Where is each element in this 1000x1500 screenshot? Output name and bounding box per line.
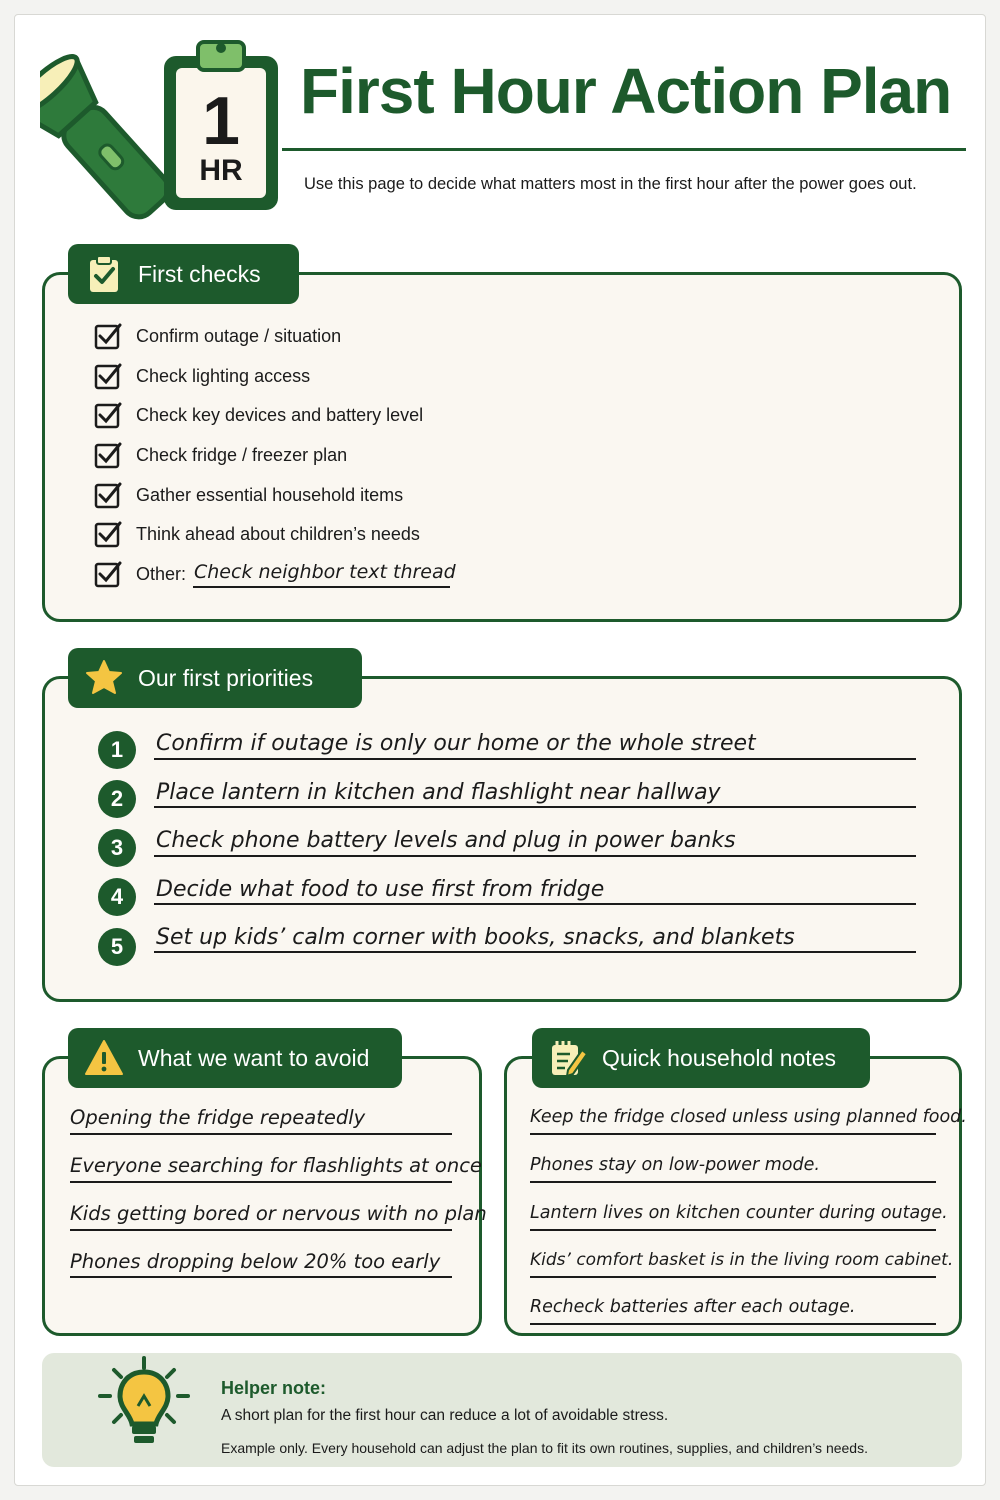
priority-number: 2 [98,780,136,818]
checklist-item-label: Check fridge / freezer plan [136,444,348,465]
avoid-header [68,1028,402,1088]
checklist-item[interactable] [94,400,423,430]
page-subtitle: Use this page to decide what matters most in the first hour after the power goes out. [304,175,917,193]
checked-box-icon[interactable] [94,322,122,350]
checked-box-icon[interactable] [94,520,122,548]
hero-badge-number: 1 [202,83,240,159]
helper-title: Helper note: [221,1378,327,1398]
checked-box-icon[interactable] [94,401,122,429]
note-line [530,1276,936,1278]
note-line [530,1229,936,1231]
note-item[interactable]: Kids’ comfort basket is in the living room cabinet. [530,1250,954,1270]
note-item[interactable]: Recheck batteries after each outage. [530,1297,856,1317]
avoid-line [70,1181,452,1183]
checked-box-icon[interactable] [94,362,122,390]
priority-text[interactable]: Decide what food to use first from fridge [156,877,605,902]
checked-box-icon[interactable] [94,560,122,588]
priority-number: 3 [98,829,136,867]
checklist-item[interactable] [94,321,341,351]
checklist-item-label: Think ahead about children’s needs [136,523,420,544]
avoid-line [70,1133,452,1135]
priority-number: 1 [98,731,136,769]
checked-box-icon[interactable] [94,441,122,469]
other-label: Other: [136,563,187,584]
notes-header [532,1028,870,1088]
lightbulb-icon [96,1356,192,1452]
priorities-title: Our first priorities [138,664,314,691]
note-item[interactable]: Keep the fridge closed unless using planned food. [530,1107,967,1127]
avoid-item[interactable]: Everyone searching for flashlights at once [70,1154,482,1177]
priority-line [154,903,916,905]
avoid-item[interactable]: Phones dropping below 20% too early [70,1250,441,1273]
avoid-card [42,1056,482,1336]
notes-title: Quick household notes [602,1044,836,1071]
avoid-item[interactable]: Opening the fridge repeatedly [70,1106,366,1129]
note-line [530,1181,936,1183]
priority-text[interactable]: Check phone battery levels and plug in power banks [156,828,736,853]
priority-line [154,855,916,857]
note-item[interactable]: Lantern lives on kitchen counter during outage. [530,1203,948,1223]
star-icon [84,658,124,698]
checklist-item[interactable] [94,440,347,470]
first-checks-title: First checks [138,260,261,287]
avoid-item[interactable]: Kids getting bored or nervous with no plan [70,1202,487,1225]
avoid-title: What we want to avoid [138,1044,370,1071]
priority-text[interactable]: Set up kids’ calm corner with books, snacks, and blankets [156,925,795,950]
avoid-line [70,1276,452,1278]
note-item[interactable]: Phones stay on low-power mode. [530,1155,820,1175]
priorities-header [68,648,362,708]
checklist-item[interactable] [94,361,310,391]
warning-icon [84,1038,124,1078]
checklist-item-label: Gather essential household items [136,484,404,505]
priority-line [154,806,916,808]
priority-number: 5 [98,928,136,966]
checklist-item-label: Check key devices and battery level [136,404,424,425]
notepad-pencil-icon [548,1038,588,1078]
checklist-item-other[interactable] [94,559,186,589]
notes-card [504,1056,962,1336]
helper-text: A short plan for the first hour can reduce a lot of avoidable stress. [221,1407,669,1424]
checklist-item[interactable] [94,480,403,510]
clipboard-check-icon [84,254,124,294]
first-checks-header [68,244,299,304]
note-line [530,1323,936,1325]
helper-disclaimer: Example only. Every household can adjust the plan to fit its own routines, supplies, and children’s needs. [221,1440,868,1456]
priority-number: 4 [98,878,136,916]
title-divider [282,148,966,151]
checklist-item-label: Confirm outage / situation [136,325,342,346]
page-title: First Hour Action Plan [300,55,952,127]
avoid-line [70,1229,452,1231]
other-input-value[interactable]: Check neighbor text thread [194,561,456,583]
hero-badge-unit: HR [199,154,243,187]
note-line [530,1133,936,1135]
flashlight-clipboard-icon [40,34,290,224]
checklist-item[interactable] [94,519,420,549]
priority-text[interactable]: Confirm if outage is only our home or the whole street [156,731,756,756]
priority-line [154,951,916,953]
checklist-item-label: Check lighting access [136,365,311,386]
priority-text[interactable]: Place lantern in kitchen and flashlight near hallway [156,780,721,805]
checked-box-icon[interactable] [94,481,122,509]
priority-line [154,758,916,760]
